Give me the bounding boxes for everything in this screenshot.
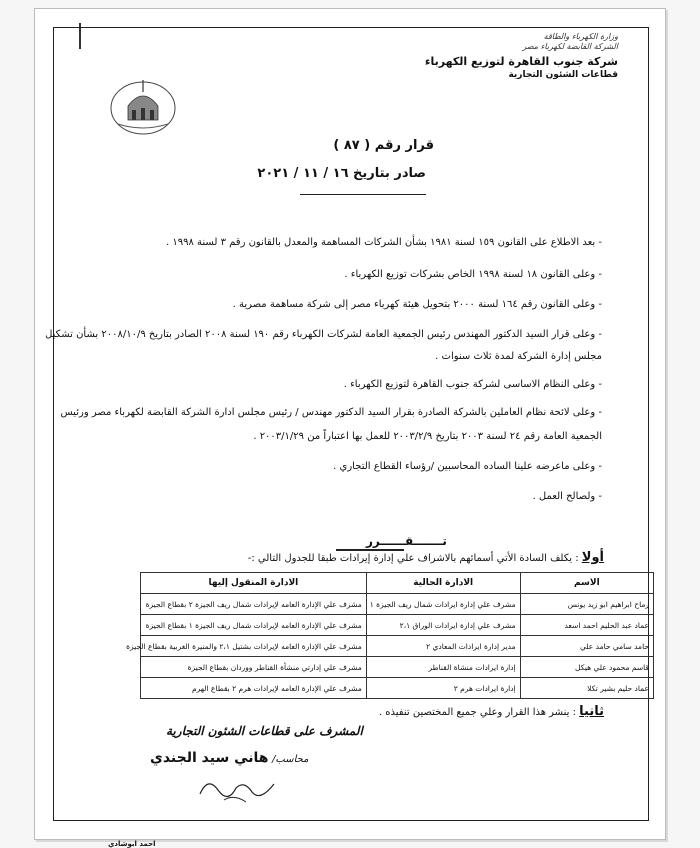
- article-second: [379, 704, 604, 719]
- decision-number: قرار رقم ( ٨٧ ): [333, 138, 434, 153]
- footer-initials: احمد ابوشادي: [108, 840, 156, 848]
- letterhead-department: قطاعات الشئون التجارية: [508, 70, 618, 80]
- header-name: الاسم: [520, 573, 653, 594]
- table-row: [141, 636, 654, 657]
- header-current-dept: الادارة الحالية: [366, 573, 520, 594]
- company-logo-icon: [108, 72, 178, 138]
- article-first: [248, 550, 604, 565]
- cell-current-dept: إدارة ايرادات منشاة القناطر: [366, 657, 520, 678]
- handwritten-signature-icon: [194, 772, 284, 806]
- preamble-line: - بعد الاطلاع على القانون ١٥٩ لسنة ١٩٨١ بشأن الشركات المساهمة والمعدل بالقانون رقم ٣ لسنة ١٩٩٨ .: [166, 237, 602, 248]
- cell-new-dept: مشرف علي الإدارة العامه لإيرادات شمال ريف الجيزة ٢ بقطاع الجيزة: [141, 594, 367, 615]
- cell-current-dept: مدير إدارة ايرادات المعادي ٢: [366, 636, 520, 657]
- cell-name: عماد عبد الحليم احمد اسعد: [520, 615, 653, 636]
- letterhead-company: شركة جنوب القاهرة لتوزيع الكهرباء: [424, 55, 618, 68]
- cell-name: قاسم محمود علي هيكل: [520, 657, 653, 678]
- cell-new-dept: مشرف علي الإدارة العامه لإيرادات هرم ٢ بقطاع الهرم: [141, 678, 367, 699]
- cell-name: حامد سامي حامد علي: [520, 636, 653, 657]
- cell-current-dept: مشرف علي إدارة ايرادات الوراق ٢،١: [366, 615, 520, 636]
- assignments-table: [126, 572, 654, 699]
- table-row: [141, 615, 654, 636]
- article-first-text: : يكلف السادة الأتي أسمائهم بالاشراف علي إدارة إيرادات طبقا للجدول التالي :-: [247, 553, 579, 564]
- document-page: [34, 8, 666, 848]
- letterhead: [425, 32, 618, 81]
- cell-new-dept: مشرف علي إدارتي منشأة القناطر ووردان بقطاع الجيزة: [141, 657, 367, 678]
- preamble-line: مجلس إدارة الشركة لمدة ثلاث سنوات .: [435, 351, 602, 362]
- signature-prefix: محاسب/: [272, 754, 309, 765]
- preamble-line: - وعلى القانون رقم ١٦٤ لسنة ٢٠٠٠ بتحويل هيئة كهرباء مصر إلى شركة مساهمة مصرية .: [232, 299, 602, 310]
- preamble-line: - ولصالح العمل .: [532, 491, 602, 502]
- preamble-line: - وعلى النظام الاساسى لشركة جنوب القاهرة لتوزيع الكهرباء .: [343, 379, 602, 390]
- article-second-text: : ينشر هذا القرار وعلي جميع المختصين تنفيذه .: [378, 707, 576, 718]
- signature-name: هاني سيد الجندي: [150, 750, 269, 766]
- cell-new-dept: مشرف علي الإدارة العامه لإيرادات شمال ريف الجيزة ١ بقطاع الجيزة: [141, 615, 367, 636]
- table-row: [141, 657, 654, 678]
- preamble-line: - وعلى قرار السيد الدكتور المهندس رئيس الجمعية العامة لشركات الكهرباء رقم ١٩٠ لسنة ٢٠٠٨ الصادر بتاريخ ٢٠٠٨/١٠/٩ بشأن تشكيل: [45, 329, 602, 340]
- table-row: [141, 678, 654, 699]
- cell-current-dept: إدارة ايرادات هرم ٢: [366, 678, 520, 699]
- cell-new-dept: مشرف علي الإدارة العامه لإيرادات بشتيل ٢،١ والمنيرة الغربية بقطاع الجيزة: [141, 636, 367, 657]
- date-underline: [300, 194, 426, 195]
- article-first-label: أولا: [581, 550, 604, 565]
- preamble-line: - وعلى ماعرضه علينا الساده المحاسبين /رؤساء القطاع التجاري .: [333, 461, 602, 472]
- header-new-dept: الادارة المنقول إليها: [141, 573, 367, 594]
- letterhead-holding: الشركة القابضة لكهرباء مصر: [522, 42, 618, 51]
- decision-date: صادر بتاريخ ١٦ / ١١ / ٢٠٢١: [257, 166, 426, 181]
- decides-heading: تـــــــقــــــرر: [366, 534, 447, 548]
- document-frame: [45, 27, 649, 848]
- table-header-row: [141, 573, 654, 594]
- cell-current-dept: مشرف علي إدارة ايرادات شمال ريف الجيزة ١: [366, 594, 520, 615]
- table-row: [141, 594, 654, 615]
- cell-name: عماد حليم بشير تكلا: [520, 678, 653, 699]
- letterhead-ministry: وزارة الكهرباء والطاقة: [543, 32, 618, 41]
- preamble-line: - وعلى القانون ١٨ لسنة ١٩٩٨ الخاص بشركات توزيع الكهرباء .: [344, 269, 602, 280]
- preamble-line: - وعلى لائحة نظام العاملين بالشركة الصادرة بقرار السيد الدكتور مهندس / رئيس مجلس ادارة الشركة القابضة لكهرباء مصر ورئيس: [60, 407, 602, 418]
- preamble-line: الجمعية العامة رقم ٢٤ لسنة ٢٠٠٣ بتاريخ ٢٠٠٣/٢/٩ للعمل بها اعتباراً من ٢٠٠٣/١/٢٩ .: [253, 431, 602, 442]
- cell-name: رماح ابراهيم ابو زيد يونس: [520, 594, 653, 615]
- article-second-label: ثانيا: [579, 704, 604, 719]
- signature-title: المشرف على قطاعات الشئون التجارية: [166, 724, 363, 738]
